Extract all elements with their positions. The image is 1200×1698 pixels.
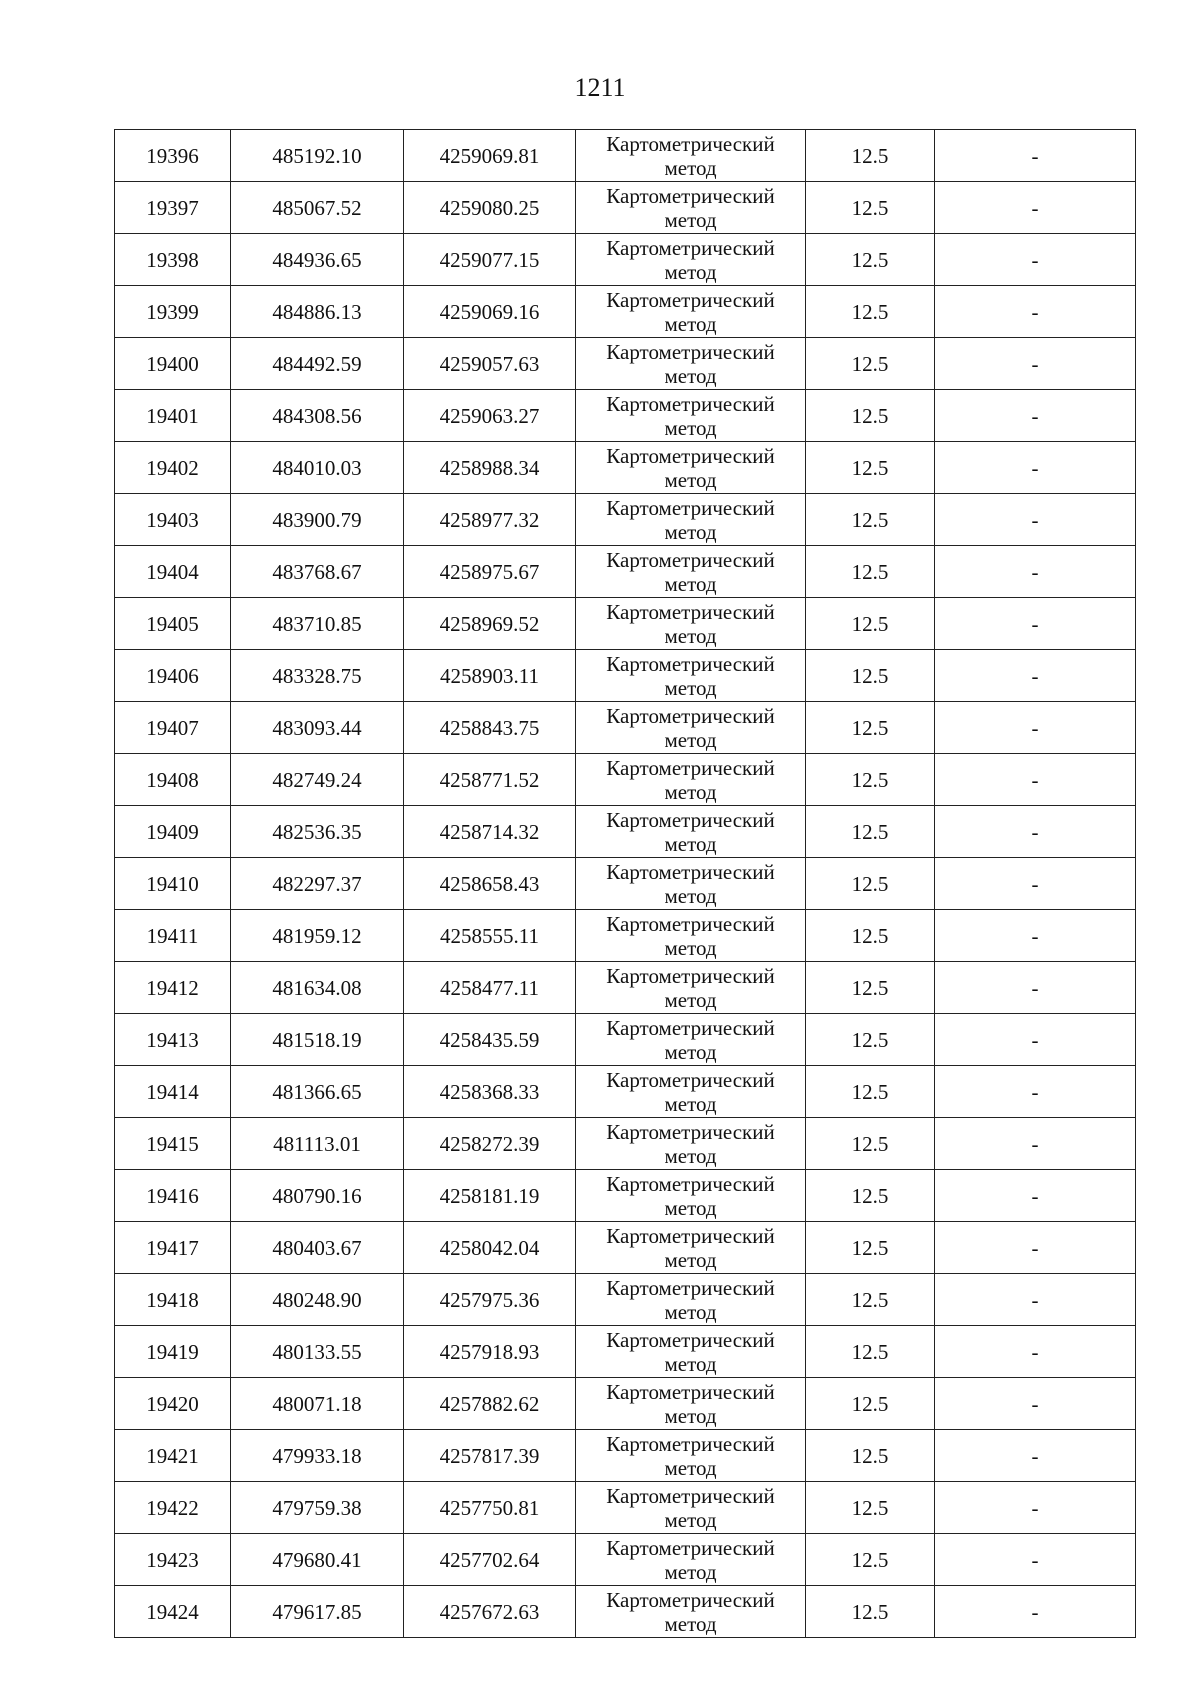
- x-coordinate-cell: 479617.85: [231, 1586, 404, 1638]
- y-coordinate-cell: 4257817.39: [404, 1430, 576, 1482]
- accuracy-cell: 12.5: [806, 1326, 935, 1378]
- note-cell: -: [935, 390, 1136, 442]
- point-id-cell: 19402: [115, 442, 231, 494]
- y-coordinate-cell: 4257918.93: [404, 1326, 576, 1378]
- note-cell: -: [935, 1066, 1136, 1118]
- accuracy-cell: 12.5: [806, 910, 935, 962]
- note-cell: -: [935, 1274, 1136, 1326]
- note-cell: -: [935, 1014, 1136, 1066]
- method-line-1: Картометрический: [606, 1379, 775, 1404]
- x-coordinate-cell: 483328.75: [231, 650, 404, 702]
- accuracy-cell: 12.5: [806, 1066, 935, 1118]
- note-cell: -: [935, 182, 1136, 234]
- point-id-cell: 19406: [115, 650, 231, 702]
- y-coordinate-cell: 4259069.16: [404, 286, 576, 338]
- method-cell: [576, 1378, 806, 1430]
- y-coordinate-cell: 4258969.52: [404, 598, 576, 650]
- y-coordinate-cell: 4258771.52: [404, 754, 576, 806]
- accuracy-cell: 12.5: [806, 1274, 935, 1326]
- y-coordinate-cell: 4257975.36: [404, 1274, 576, 1326]
- method-cell: [576, 1274, 806, 1326]
- method-line-2: метод: [664, 1247, 717, 1272]
- note-cell: -: [935, 338, 1136, 390]
- method-cell: [576, 1222, 806, 1274]
- method-line-2: метод: [664, 987, 717, 1012]
- table-row: [115, 1430, 1136, 1482]
- note-cell: -: [935, 806, 1136, 858]
- method-line-2: метод: [664, 1091, 717, 1116]
- table-row: [115, 1586, 1136, 1638]
- method-cell: [576, 806, 806, 858]
- note-cell: -: [935, 234, 1136, 286]
- point-id-cell: 19423: [115, 1534, 231, 1586]
- method-line-1: Картометрический: [606, 235, 775, 260]
- method-line-2: метод: [664, 1195, 717, 1220]
- x-coordinate-cell: 480071.18: [231, 1378, 404, 1430]
- accuracy-cell: 12.5: [806, 1378, 935, 1430]
- method-line-2: метод: [664, 1611, 717, 1636]
- method-line-2: метод: [664, 1351, 717, 1376]
- method-line-1: Картометрический: [606, 339, 775, 364]
- table-row: [115, 390, 1136, 442]
- table-row: [115, 858, 1136, 910]
- note-cell: -: [935, 910, 1136, 962]
- method-line-2: метод: [664, 1403, 717, 1428]
- accuracy-cell: 12.5: [806, 182, 935, 234]
- method-line-2: метод: [664, 1507, 717, 1532]
- y-coordinate-cell: 4257702.64: [404, 1534, 576, 1586]
- accuracy-cell: 12.5: [806, 546, 935, 598]
- page-number: 1211: [574, 73, 626, 102]
- method-line-2: метод: [664, 259, 717, 284]
- method-line-1: Картометрический: [606, 703, 775, 728]
- note-cell: -: [935, 1326, 1136, 1378]
- method-cell: [576, 858, 806, 910]
- note-cell: -: [935, 1378, 1136, 1430]
- method-cell: [576, 962, 806, 1014]
- x-coordinate-cell: 481518.19: [231, 1014, 404, 1066]
- method-line-1: Картометрический: [606, 651, 775, 676]
- point-id-cell: 19405: [115, 598, 231, 650]
- note-cell: -: [935, 442, 1136, 494]
- y-coordinate-cell: 4258272.39: [404, 1118, 576, 1170]
- note-cell: -: [935, 546, 1136, 598]
- point-id-cell: 19424: [115, 1586, 231, 1638]
- accuracy-cell: 12.5: [806, 338, 935, 390]
- accuracy-cell: 12.5: [806, 754, 935, 806]
- y-coordinate-cell: 4259080.25: [404, 182, 576, 234]
- x-coordinate-cell: 484886.13: [231, 286, 404, 338]
- x-coordinate-cell: 482749.24: [231, 754, 404, 806]
- method-cell: [576, 1430, 806, 1482]
- x-coordinate-cell: 484492.59: [231, 338, 404, 390]
- x-coordinate-cell: 485192.10: [231, 130, 404, 182]
- y-coordinate-cell: 4257672.63: [404, 1586, 576, 1638]
- table-row: [115, 1066, 1136, 1118]
- method-line-1: Картометрический: [606, 1275, 775, 1300]
- y-coordinate-cell: 4258714.32: [404, 806, 576, 858]
- method-line-1: Картометрический: [606, 1067, 775, 1092]
- point-id-cell: 19415: [115, 1118, 231, 1170]
- method-cell: [576, 598, 806, 650]
- x-coordinate-cell: 485067.52: [231, 182, 404, 234]
- method-cell: [576, 338, 806, 390]
- table-row: [115, 754, 1136, 806]
- point-id-cell: 19413: [115, 1014, 231, 1066]
- y-coordinate-cell: 4259057.63: [404, 338, 576, 390]
- note-cell: -: [935, 962, 1136, 1014]
- x-coordinate-cell: 480133.55: [231, 1326, 404, 1378]
- method-line-2: метод: [664, 571, 717, 596]
- method-cell: [576, 546, 806, 598]
- accuracy-cell: 12.5: [806, 494, 935, 546]
- accuracy-cell: 12.5: [806, 234, 935, 286]
- x-coordinate-cell: 484936.65: [231, 234, 404, 286]
- x-coordinate-cell: 483093.44: [231, 702, 404, 754]
- method-cell: [576, 390, 806, 442]
- y-coordinate-cell: 4259069.81: [404, 130, 576, 182]
- x-coordinate-cell: 480790.16: [231, 1170, 404, 1222]
- table-row: [115, 962, 1136, 1014]
- accuracy-cell: 12.5: [806, 286, 935, 338]
- method-cell: [576, 494, 806, 546]
- method-line-2: метод: [664, 623, 717, 648]
- y-coordinate-cell: 4259063.27: [404, 390, 576, 442]
- method-line-2: метод: [664, 415, 717, 440]
- x-coordinate-cell: 483710.85: [231, 598, 404, 650]
- table-row: [115, 494, 1136, 546]
- method-cell: [576, 1170, 806, 1222]
- table-row: [115, 598, 1136, 650]
- note-cell: -: [935, 702, 1136, 754]
- y-coordinate-cell: 4258843.75: [404, 702, 576, 754]
- y-coordinate-cell: 4258181.19: [404, 1170, 576, 1222]
- table-row: [115, 1482, 1136, 1534]
- method-line-1: Картометрический: [606, 391, 775, 416]
- method-line-2: метод: [664, 207, 717, 232]
- table-row: [115, 1170, 1136, 1222]
- note-cell: -: [935, 1118, 1136, 1170]
- accuracy-cell: 12.5: [806, 858, 935, 910]
- method-line-1: Картометрический: [606, 443, 775, 468]
- method-line-1: Картометрический: [606, 755, 775, 780]
- point-id-cell: 19409: [115, 806, 231, 858]
- method-line-1: Картометрический: [606, 1587, 775, 1612]
- method-line-2: метод: [664, 1039, 717, 1064]
- point-id-cell: 19411: [115, 910, 231, 962]
- point-id-cell: 19399: [115, 286, 231, 338]
- accuracy-cell: 12.5: [806, 650, 935, 702]
- table-row: [115, 910, 1136, 962]
- method-line-2: метод: [664, 935, 717, 960]
- note-cell: -: [935, 1586, 1136, 1638]
- method-line-2: метод: [664, 1559, 717, 1584]
- x-coordinate-cell: 480248.90: [231, 1274, 404, 1326]
- accuracy-cell: 12.5: [806, 598, 935, 650]
- point-id-cell: 19408: [115, 754, 231, 806]
- method-line-2: метод: [664, 1143, 717, 1168]
- method-cell: [576, 1118, 806, 1170]
- accuracy-cell: 12.5: [806, 1118, 935, 1170]
- accuracy-cell: 12.5: [806, 1014, 935, 1066]
- x-coordinate-cell: 482297.37: [231, 858, 404, 910]
- accuracy-cell: 12.5: [806, 130, 935, 182]
- method-line-2: метод: [664, 363, 717, 388]
- method-cell: [576, 182, 806, 234]
- method-line-2: метод: [664, 311, 717, 336]
- point-id-cell: 19417: [115, 1222, 231, 1274]
- point-id-cell: 19401: [115, 390, 231, 442]
- point-id-cell: 19410: [115, 858, 231, 910]
- y-coordinate-cell: 4257750.81: [404, 1482, 576, 1534]
- x-coordinate-cell: 484010.03: [231, 442, 404, 494]
- x-coordinate-cell: 483768.67: [231, 546, 404, 598]
- accuracy-cell: 12.5: [806, 390, 935, 442]
- method-line-1: Картометрический: [606, 1223, 775, 1248]
- accuracy-cell: 12.5: [806, 1170, 935, 1222]
- table-body: [115, 130, 1136, 1638]
- note-cell: -: [935, 1430, 1136, 1482]
- table-row: [115, 702, 1136, 754]
- method-line-1: Картометрический: [606, 1171, 775, 1196]
- method-line-2: метод: [664, 779, 717, 804]
- table-row: [115, 1378, 1136, 1430]
- point-id-cell: 19397: [115, 182, 231, 234]
- note-cell: -: [935, 1222, 1136, 1274]
- y-coordinate-cell: 4257882.62: [404, 1378, 576, 1430]
- x-coordinate-cell: 481634.08: [231, 962, 404, 1014]
- method-line-1: Картометрический: [606, 1119, 775, 1144]
- y-coordinate-cell: 4258988.34: [404, 442, 576, 494]
- point-id-cell: 19396: [115, 130, 231, 182]
- method-line-1: Картометрический: [606, 131, 775, 156]
- table-row: [115, 338, 1136, 390]
- method-line-1: Картометрический: [606, 1483, 775, 1508]
- x-coordinate-cell: 483900.79: [231, 494, 404, 546]
- note-cell: -: [935, 286, 1136, 338]
- table-row: [115, 1222, 1136, 1274]
- point-id-cell: 19403: [115, 494, 231, 546]
- point-id-cell: 19418: [115, 1274, 231, 1326]
- method-line-1: Картометрический: [606, 859, 775, 884]
- accuracy-cell: 12.5: [806, 962, 935, 1014]
- x-coordinate-cell: 481959.12: [231, 910, 404, 962]
- method-cell: [576, 130, 806, 182]
- point-id-cell: 19416: [115, 1170, 231, 1222]
- note-cell: -: [935, 494, 1136, 546]
- method-cell: [576, 1586, 806, 1638]
- method-cell: [576, 1534, 806, 1586]
- x-coordinate-cell: 479933.18: [231, 1430, 404, 1482]
- accuracy-cell: 12.5: [806, 702, 935, 754]
- y-coordinate-cell: 4258658.43: [404, 858, 576, 910]
- x-coordinate-cell: 481113.01: [231, 1118, 404, 1170]
- note-cell: -: [935, 754, 1136, 806]
- table-row: [115, 1014, 1136, 1066]
- note-cell: -: [935, 1482, 1136, 1534]
- method-cell: [576, 650, 806, 702]
- y-coordinate-cell: 4258977.32: [404, 494, 576, 546]
- x-coordinate-cell: 479759.38: [231, 1482, 404, 1534]
- note-cell: -: [935, 130, 1136, 182]
- method-line-1: Картометрический: [606, 495, 775, 520]
- table-row: [115, 130, 1136, 182]
- y-coordinate-cell: 4259077.15: [404, 234, 576, 286]
- method-line-2: метод: [664, 467, 717, 492]
- method-cell: [576, 442, 806, 494]
- method-line-2: метод: [664, 1299, 717, 1324]
- point-id-cell: 19400: [115, 338, 231, 390]
- x-coordinate-cell: 482536.35: [231, 806, 404, 858]
- note-cell: -: [935, 858, 1136, 910]
- method-line-2: метод: [664, 883, 717, 908]
- method-line-1: Картометрический: [606, 547, 775, 572]
- method-cell: [576, 910, 806, 962]
- accuracy-cell: 12.5: [806, 1534, 935, 1586]
- method-line-1: Картометрический: [606, 963, 775, 988]
- x-coordinate-cell: 479680.41: [231, 1534, 404, 1586]
- method-line-1: Картометрический: [606, 287, 775, 312]
- table-row: [115, 286, 1136, 338]
- method-cell: [576, 702, 806, 754]
- coordinates-table: [114, 129, 1136, 1638]
- method-line-1: Картометрический: [606, 1327, 775, 1352]
- point-id-cell: 19419: [115, 1326, 231, 1378]
- accuracy-cell: 12.5: [806, 806, 935, 858]
- point-id-cell: 19398: [115, 234, 231, 286]
- accuracy-cell: 12.5: [806, 442, 935, 494]
- method-line-1: Картометрический: [606, 599, 775, 624]
- x-coordinate-cell: 484308.56: [231, 390, 404, 442]
- table-row: [115, 1118, 1136, 1170]
- note-cell: -: [935, 650, 1136, 702]
- method-line-1: Картометрический: [606, 807, 775, 832]
- method-line-2: метод: [664, 1455, 717, 1480]
- y-coordinate-cell: 4258042.04: [404, 1222, 576, 1274]
- method-line-1: Картометрический: [606, 1535, 775, 1560]
- accuracy-cell: 12.5: [806, 1430, 935, 1482]
- y-coordinate-cell: 4258435.59: [404, 1014, 576, 1066]
- method-line-1: Картометрический: [606, 911, 775, 936]
- table-row: [115, 1274, 1136, 1326]
- method-cell: [576, 754, 806, 806]
- method-line-2: метод: [664, 155, 717, 180]
- y-coordinate-cell: 4258477.11: [404, 962, 576, 1014]
- point-id-cell: 19414: [115, 1066, 231, 1118]
- accuracy-cell: 12.5: [806, 1586, 935, 1638]
- y-coordinate-cell: 4258903.11: [404, 650, 576, 702]
- method-cell: [576, 286, 806, 338]
- point-id-cell: 19421: [115, 1430, 231, 1482]
- x-coordinate-cell: 481366.65: [231, 1066, 404, 1118]
- table-row: [115, 806, 1136, 858]
- table-row: [115, 1326, 1136, 1378]
- method-cell: [576, 1482, 806, 1534]
- accuracy-cell: 12.5: [806, 1222, 935, 1274]
- table-row: [115, 546, 1136, 598]
- point-id-cell: 19420: [115, 1378, 231, 1430]
- method-line-2: метод: [664, 831, 717, 856]
- method-cell: [576, 1014, 806, 1066]
- table-row: [115, 182, 1136, 234]
- method-line-2: метод: [664, 727, 717, 752]
- note-cell: -: [935, 598, 1136, 650]
- method-line-1: Картометрический: [606, 1431, 775, 1456]
- method-cell: [576, 1326, 806, 1378]
- method-line-1: Картометрический: [606, 183, 775, 208]
- y-coordinate-cell: 4258555.11: [404, 910, 576, 962]
- method-line-2: метод: [664, 519, 717, 544]
- y-coordinate-cell: 4258975.67: [404, 546, 576, 598]
- accuracy-cell: 12.5: [806, 1482, 935, 1534]
- y-coordinate-cell: 4258368.33: [404, 1066, 576, 1118]
- table-row: [115, 650, 1136, 702]
- point-id-cell: 19407: [115, 702, 231, 754]
- method-line-1: Картометрический: [606, 1015, 775, 1040]
- method-line-2: метод: [664, 675, 717, 700]
- table-row: [115, 442, 1136, 494]
- method-cell: [576, 234, 806, 286]
- point-id-cell: 19412: [115, 962, 231, 1014]
- x-coordinate-cell: 480403.67: [231, 1222, 404, 1274]
- note-cell: -: [935, 1170, 1136, 1222]
- method-cell: [576, 1066, 806, 1118]
- point-id-cell: 19404: [115, 546, 231, 598]
- note-cell: -: [935, 1534, 1136, 1586]
- table-row: [115, 234, 1136, 286]
- point-id-cell: 19422: [115, 1482, 231, 1534]
- table-row: [115, 1534, 1136, 1586]
